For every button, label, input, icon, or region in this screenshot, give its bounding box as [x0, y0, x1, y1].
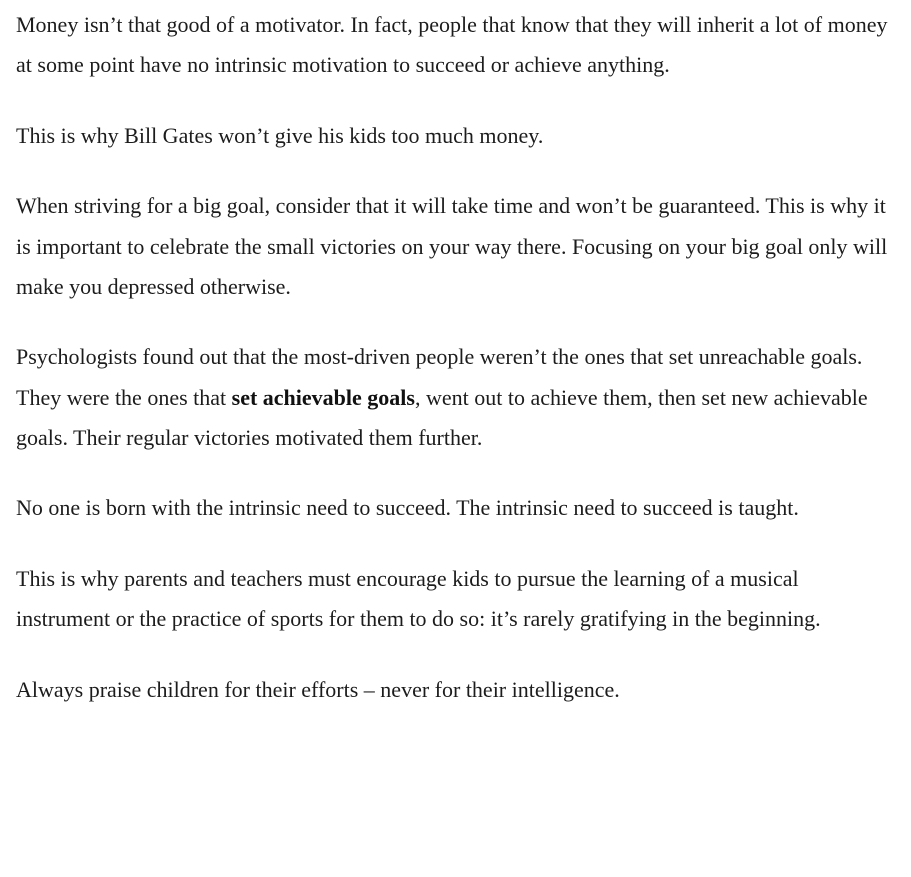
paragraph-bill-gates: This is why Bill Gates won’t give his kids too much money. [16, 122, 544, 148]
article-body [16, 5, 896, 710]
paragraph-money-motivator: Money isn’t that good of a motivator. In fact, people that know that they will inherit a lot of money at some point have no intrinsic motivation to succeed or achieve anything. [16, 12, 888, 78]
paragraph-psychologists-before: Psychologists found out that the most-driven people weren’t the ones that set unreachable goals. They were the ones that [16, 344, 863, 410]
paragraph-intrinsic-need: No one is born with the intrinsic need to succeed. The intrinsic need to succeed is taught. [16, 495, 799, 521]
paragraph-psychologists-after: , went out to achieve them, then set new achievable goals. Their regular victories motivated them further. [16, 384, 868, 450]
paragraph-psychologists [16, 337, 896, 458]
paragraph-big-goal: When striving for a big goal, consider that it will take time and won’t be guaranteed. This is why it is important to celebrate the small victories on your way there. Focusing on your big goal only will make you depressed otherwise. [16, 193, 888, 299]
paragraph-parents-teachers: This is why parents and teachers must encourage kids to pursue the learning of a musical instrument or the practice of sports for them to do so: it’s rarely gratifying in the beginning. [16, 565, 821, 632]
paragraph-praise-children: Always praise children for their efforts – never for their intelligence. [16, 676, 620, 702]
emphasis-achievable-goals: set achievable goals [231, 384, 415, 410]
